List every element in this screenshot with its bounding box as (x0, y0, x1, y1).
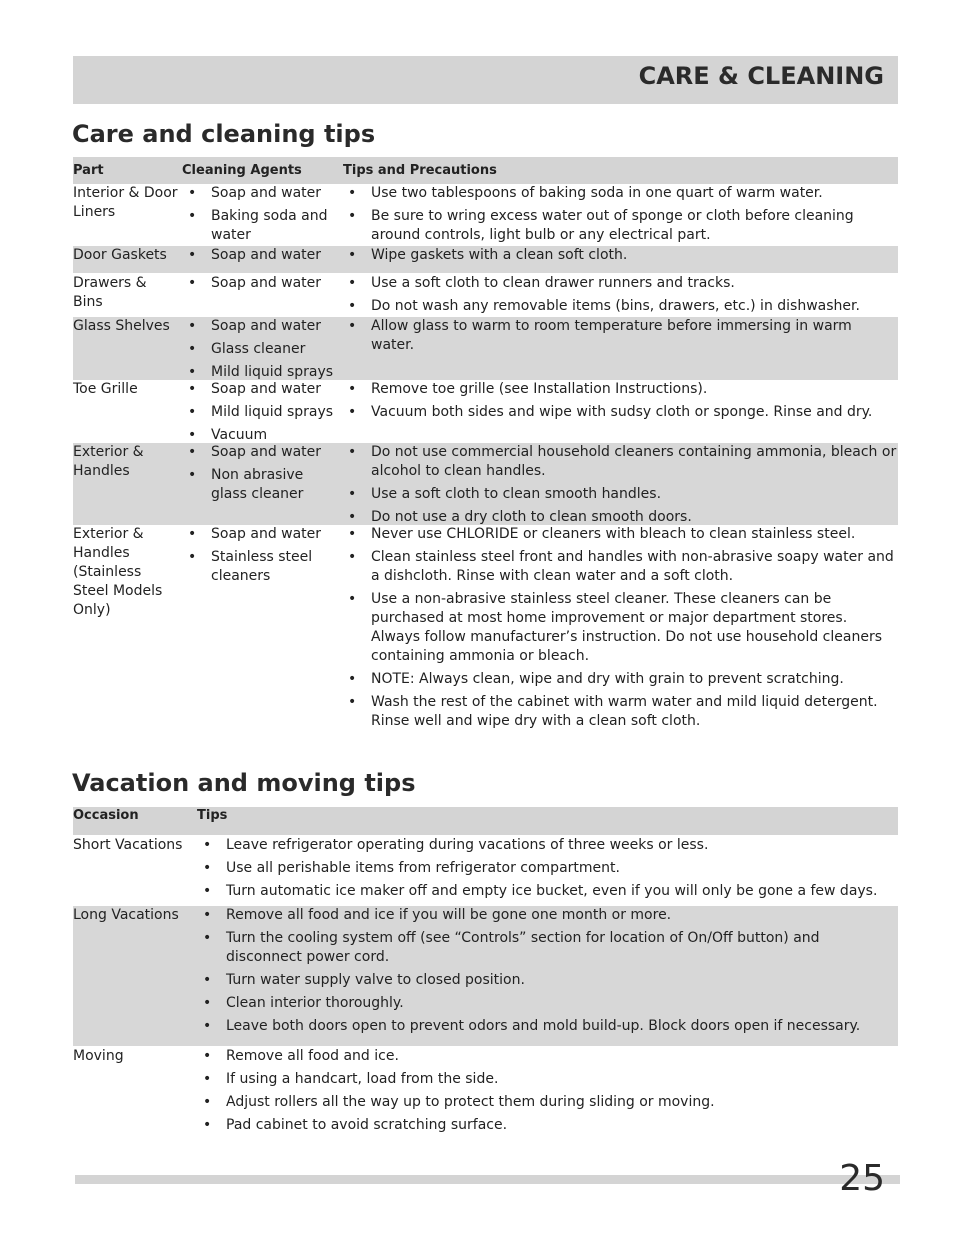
table-row (73, 443, 898, 525)
agent-item: • Non abrasive glass cleaner (182, 466, 342, 504)
tip-item: • Vacuum both sides and wipe with sudsy cloth or sponge. Rinse and dry. (342, 403, 898, 422)
tip-item: • Turn water supply valve to closed position. (197, 971, 897, 990)
tip-item: • Remove toe grille (see Installation Instructions). (342, 380, 898, 399)
tip-item: • Remove all food and ice. (197, 1047, 897, 1066)
section-header-title: CARE & CLEANING (638, 62, 884, 90)
tip-item: • Turn the cooling system off (see “Controls” section for location of On/Off button) and disconnect power cord. (197, 929, 897, 967)
care-section-title: Care and cleaning tips (72, 120, 376, 148)
tip-item: • Use a soft cloth to clean smooth handles. (342, 485, 898, 504)
agent-item: • Soap and water (182, 443, 342, 462)
agent-item: • Baking soda and water (182, 207, 342, 245)
tip-item: • Remove all food and ice if you will be gone one month or more. (197, 906, 897, 925)
table-row (73, 317, 898, 380)
occasion-cell: Moving (73, 1048, 124, 1064)
agent-item: • Soap and water (182, 184, 342, 203)
tip-item: • Use all perishable items from refrigerator compartment. (197, 859, 897, 878)
table-row (73, 380, 898, 443)
footer-bar (75, 1175, 900, 1184)
column-header-occasion: Occasion (73, 808, 139, 823)
table-row (73, 906, 898, 1046)
tip-item: • If using a handcart, load from the side. (197, 1070, 897, 1089)
tip-item: • Wipe gaskets with a clean soft cloth. (342, 246, 898, 265)
occasion-cell: Short Vacations (73, 837, 183, 853)
column-header-tips: Tips (197, 808, 228, 823)
part-cell: Interior & Door Liners (73, 185, 178, 220)
tip-item: • Never use CHLORIDE or cleaners with bleach to clean stainless steel. (342, 525, 898, 544)
part-cell: Exterior & Handles (73, 444, 144, 479)
tip-item: • Wash the rest of the cabinet with warm water and mild liquid detergent. Rinse well and wipe dry with a clean soft cloth. (342, 693, 898, 731)
table-row (73, 1047, 898, 1142)
vacation-table (73, 807, 898, 1133)
tip-item: • Do not use a dry cloth to clean smooth doors. (342, 508, 898, 527)
tip-item: • Do not wash any removable items (bins, drawers, etc.) in dishwasher. (342, 297, 898, 316)
agent-item: • Mild liquid sprays (182, 363, 342, 382)
part-cell: Exterior & Handles (Stainless Steel Models Only) (73, 526, 163, 618)
column-header-agents: Cleaning Agents (182, 163, 302, 178)
agent-item: • Vacuum (182, 426, 342, 445)
tip-item: • Use a soft cloth to clean drawer runners and tracks. (342, 274, 898, 293)
occasion-cell: Long Vacations (73, 907, 179, 923)
agent-item: • Mild liquid sprays (182, 403, 342, 422)
part-cell: Drawers & Bins (73, 275, 147, 310)
agent-item: • Glass cleaner (182, 340, 342, 359)
part-cell: Door Gaskets (73, 247, 167, 263)
agent-item: • Soap and water (182, 525, 342, 544)
tip-item: • Do not use commercial household cleaners containing ammonia, bleach or alcohol to clean handles. (342, 443, 898, 481)
column-header-part: Part (73, 163, 104, 178)
vacation-table-header (73, 807, 898, 835)
vacation-section-title: Vacation and moving tips (72, 769, 416, 797)
tip-item: • Use a non-abrasive stainless steel cleaner. These cleaners can be purchased at most home improvement or major department stores. Always follow manufacturer’s instruction. Do not use household cleaners containing ammonia or bleach. (342, 590, 898, 666)
tip-item: • Leave refrigerator operating during vacations of three weeks or less. (197, 836, 897, 855)
care-table (73, 157, 898, 729)
tip-item: • Adjust rollers all the way up to protect them during sliding or moving. (197, 1093, 897, 1112)
tip-item: • Clean interior thoroughly. (197, 994, 897, 1013)
header-bar (73, 56, 898, 104)
table-row (73, 274, 898, 317)
part-cell: Glass Shelves (73, 318, 170, 334)
table-row (73, 184, 898, 246)
table-row (73, 836, 898, 906)
agent-item: • Soap and water (182, 246, 342, 265)
tip-item: • Clean stainless steel front and handles with non-abrasive soapy water and a dishcloth. Rinse with clean water and a soft cloth. (342, 548, 898, 586)
tip-item: • Be sure to wring excess water out of sponge or cloth before cleaning around controls, light bulb or any electrical part. (342, 207, 898, 245)
tip-item: • Allow glass to warm to room temperature before immersing in warm water. (342, 317, 898, 355)
agent-item: • Soap and water (182, 274, 342, 293)
tip-item: • Leave both doors open to prevent odors and mold build-up. Block doors open if necessary. (197, 1017, 897, 1036)
part-cell: Toe Grille (73, 381, 138, 397)
page-number: 25 (839, 1158, 885, 1199)
agent-item: • Stainless steel cleaners (182, 548, 342, 586)
agent-item: • Soap and water (182, 380, 342, 399)
care-table-header (73, 157, 898, 184)
tip-item: • Pad cabinet to avoid scratching surface. (197, 1116, 897, 1135)
tip-item: • Turn automatic ice maker off and empty ice bucket, even if you will only be gone a few days. (197, 882, 897, 901)
tip-item: • NOTE: Always clean, wipe and dry with grain to prevent scratching. (342, 670, 898, 689)
column-header-tips: Tips and Precautions (343, 163, 497, 178)
table-row (73, 246, 898, 273)
table-row (73, 525, 898, 735)
agent-item: • Soap and water (182, 317, 342, 336)
tip-item: • Use two tablespoons of baking soda in one quart of warm water. (342, 184, 898, 203)
